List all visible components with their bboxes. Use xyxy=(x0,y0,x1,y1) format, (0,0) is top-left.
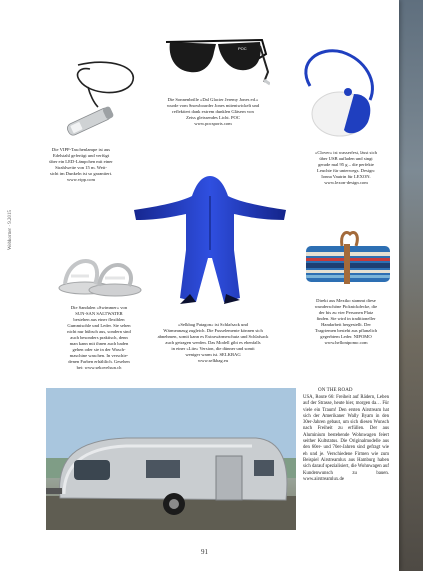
caption-line: bestehen aus einer flexiblen xyxy=(73,317,125,322)
caption-line: sicht im Dunkeln ist so garantiert. xyxy=(49,171,113,176)
sleeping-bag-suit-icon xyxy=(130,170,290,310)
caption-url[interactable]: bei: www.sekovelsun.ch xyxy=(76,365,122,370)
caption-line: SUN-SAN SALTWATER xyxy=(75,311,123,316)
caption-line: in einer »Lite« Version, die dünner und somit xyxy=(171,346,255,351)
airstream-caravan-icon xyxy=(46,388,296,530)
sandals-caption xyxy=(55,305,143,371)
caption-line: Die Sonnenbrille »Dal Glacier Jeremy Jones ed.« xyxy=(167,97,259,102)
caption-line: Strahlweite von 15 m. Weit- xyxy=(55,165,107,170)
caption-line: auch besonders praktisch, denn xyxy=(70,335,128,340)
caption-line: über ein LED-Lämpchen mit einer xyxy=(49,159,113,164)
caption-url[interactable]: www.selkbag.eu xyxy=(197,358,229,363)
feature-text: USA, Route 66: Freiheit auf Rädern, Leben auf der Strasse, heute hier, morgen da… Für viele ein Traum! Den ersten Airstream hat sich der Amerikaner Wally Byam in den 30er-Jahren gebaut, um sich diesen Wunsch nach Freiheit zu erfüllen. Der aus Aluminium bestehende Wohnwagen feiert seither Kultstatus. Die Originalmodelle aus den 60er- und 70er-Jahren sind gefragt wie eh und je. Verschiedene Firmen wie zum Beispiel Airstreamlux aus Hamburg haben sich darauf spezialisiert, die Wohnwagen auf Kundenwunsch zu bauen. www.airstreamlux.de xyxy=(303,395,389,482)
caption-line: Direkt aus Mexiko stammt diese xyxy=(316,298,376,303)
whistle-torch-icon xyxy=(50,55,145,140)
caption-line: reflektiert dank extrem dunklen Gläsern von xyxy=(172,109,254,114)
caption-line: Edelstahl gefertigt und verfügt xyxy=(52,153,110,158)
caption-line: man kann mit ihnen auch baden xyxy=(69,341,129,346)
lamp-caption xyxy=(300,150,392,186)
caption-line: auch getragen werden. Das Modell gibt es ebenfalls xyxy=(165,340,261,345)
clover-lamp-icon xyxy=(290,42,385,142)
caption-line: finden. Sie wird in traditioneller xyxy=(316,316,376,321)
caption-line: Gummisohle und Leder. Sie sehen xyxy=(67,323,131,328)
sunglasses-caption xyxy=(148,97,278,127)
picnic-blanket-icon xyxy=(300,228,395,288)
caption-line: nicht nur hübsch aus, sondern sind xyxy=(67,329,131,334)
caption-line: Leuchte für unterwegs. Design: xyxy=(317,168,375,173)
blanket-caption xyxy=(300,298,392,346)
page-number: 91 xyxy=(201,548,208,556)
caption-line: Die Sandalen »Swimmer« von xyxy=(70,305,128,310)
caption-line: maschine waschen. In verschie- xyxy=(69,353,129,358)
caption-url[interactable]: www.vipp.com xyxy=(66,177,96,182)
caption-line: gerade mal 95 g – die perfekte xyxy=(318,162,374,167)
caption-url[interactable]: www.pocsports.com xyxy=(194,121,232,126)
side-label: Webkorner · 9.2015 xyxy=(8,209,13,250)
whistle-caption xyxy=(46,147,116,183)
caption-line: gehen oder sie in der Wasch- xyxy=(72,347,126,352)
caption-line: der bis zu vier Personen Platz xyxy=(318,310,374,315)
svg-text:POC: POC xyxy=(238,46,247,51)
caption-line: Handarbeit hergestellt. Der xyxy=(321,322,371,327)
sleeping-bag-caption xyxy=(148,322,278,364)
caption-line: Wärmeanzug zugleich. Die Fusselemente können sich xyxy=(163,328,263,333)
caption-line: »Selkbag Patagon« ist Schlafsack und xyxy=(178,322,248,327)
sandals-icon xyxy=(55,248,145,298)
caption-line: wunderschöne Picknickdecke, die xyxy=(314,304,378,309)
caption-line: Ionna Vautrin für LEXON. xyxy=(321,174,371,179)
airstream-caravan-photo xyxy=(46,388,296,530)
caption-line: Die VIPP-Taschenlampe ist aus xyxy=(51,147,111,152)
caption-url[interactable]: www.hellonipomo.com xyxy=(324,340,368,345)
caption-line: »Clover« ist wasserfest, lässt sich xyxy=(315,150,377,155)
caption-line: Tragriemen besteht aus pflanzlich xyxy=(314,328,378,333)
caption-line: wurde vom Snowboarder Jones mitentwickelt und xyxy=(166,103,260,108)
caption-line: abnehmen, somit kann es Extrawärmeschutz und Schlafsack xyxy=(157,334,269,339)
caption-line: über USB aufladen und singt xyxy=(319,156,373,161)
sunglasses-icon xyxy=(160,32,270,92)
caption-line: denen Farben erhältlich. Gesehen xyxy=(68,359,130,364)
caption-line: gegerbtem Leder. NIPOMO xyxy=(320,334,372,339)
caption-url[interactable]: www.lexon-design.com xyxy=(324,180,368,185)
caption-line: Zeiss gleissendes Licht. POC xyxy=(186,115,240,120)
feature-title: ON THE ROAD xyxy=(318,388,353,393)
caption-line: weniger warm ist. SELKBAG xyxy=(185,352,241,357)
